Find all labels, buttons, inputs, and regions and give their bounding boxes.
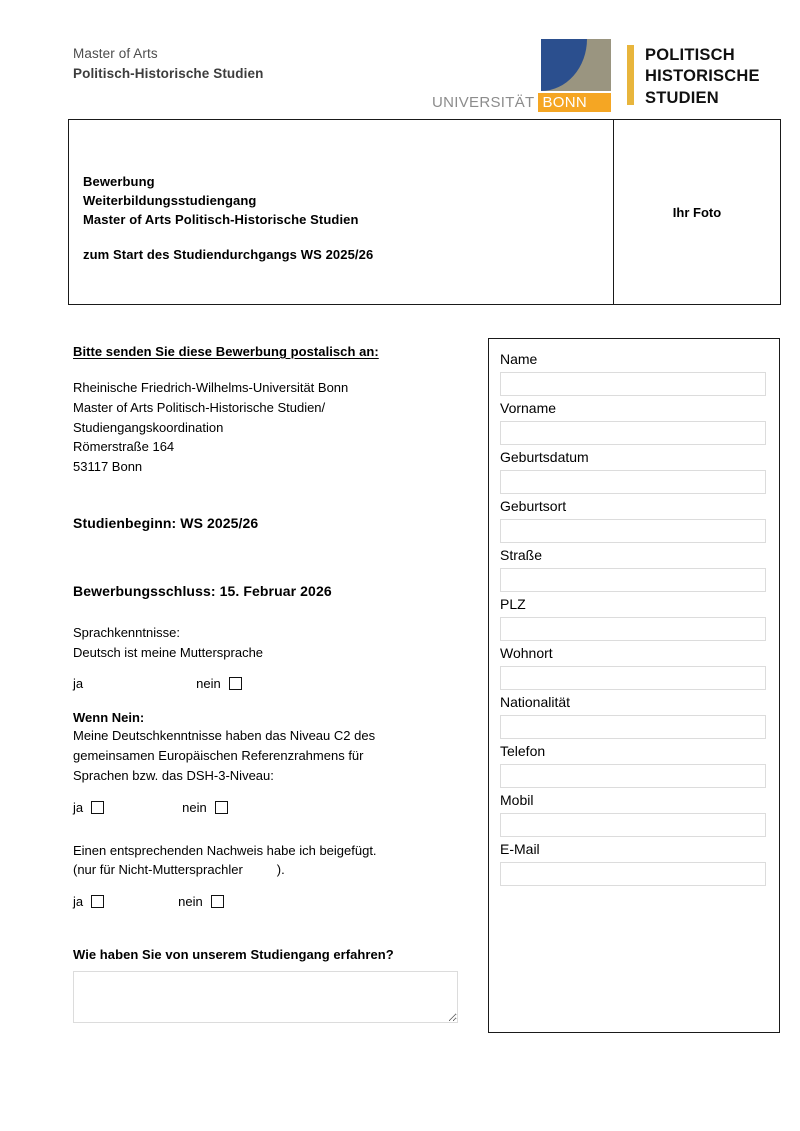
field-vorname-label: Vorname xyxy=(500,400,557,416)
language-skills-block xyxy=(73,623,468,663)
masthead-degree: Master of Arts xyxy=(73,46,158,61)
telefon-input[interactable] xyxy=(500,764,766,788)
address-line-5: 53117 Bonn xyxy=(73,459,143,474)
university-seal-icon xyxy=(541,39,611,91)
university-wordmark xyxy=(432,93,611,112)
postal-address xyxy=(73,378,468,477)
field-vorname xyxy=(500,398,766,445)
proof-yes-label: ja xyxy=(73,894,84,909)
proof-line-2-close: ). xyxy=(276,862,285,878)
if-no-body xyxy=(73,726,468,785)
phs-line-3: STUDIEN xyxy=(645,89,719,108)
wohnort-input[interactable] xyxy=(500,666,766,690)
application-title-text xyxy=(83,172,373,264)
c2-level-yes-option[interactable] xyxy=(73,800,104,815)
phs-logo xyxy=(627,45,760,112)
native-speaker-statement: Deutsch ist meine Muttersprache xyxy=(73,644,264,660)
mobil-input[interactable] xyxy=(500,813,766,837)
field-telefon-label: Telefon xyxy=(500,743,546,759)
proof-no-option[interactable] xyxy=(178,894,224,909)
field-geburtsdatum xyxy=(500,447,766,494)
plz-input[interactable] xyxy=(500,617,766,641)
field-email-label: E-Mail xyxy=(500,841,540,857)
university-bonn-logo xyxy=(432,39,611,112)
geburtsdatum-input[interactable] xyxy=(500,470,766,494)
title-line-2: Weiterbildungsstudiengang xyxy=(83,193,257,209)
photo-placeholder-label: Ihr Foto xyxy=(672,204,722,220)
application-deadline-line: Bewerbungsschluss: 15. Februar 2026 xyxy=(73,582,332,599)
title-spacer xyxy=(83,229,373,245)
proof-yes-option[interactable] xyxy=(73,894,104,909)
c2-level-no-label: nein xyxy=(182,799,207,815)
native-speaker-yes-checkbox[interactable] xyxy=(91,677,104,690)
logo-block xyxy=(432,40,760,112)
address-line-4: Römerstraße 164 xyxy=(73,439,175,455)
photo-placeholder-box[interactable] xyxy=(614,119,781,305)
native-speaker-no-option[interactable] xyxy=(196,676,242,691)
personal-data-panel xyxy=(488,338,780,1033)
city-word: BONN xyxy=(538,93,611,112)
if-no-line-1: Meine Deutschkenntnisse haben das Niveau C2 des xyxy=(73,728,376,744)
address-line-1: Rheinische Friedrich-Wilhelms-Universität Bonn xyxy=(73,380,349,395)
email-input[interactable] xyxy=(500,862,766,886)
how-heard-question: Wie haben Sie von unserem Studiengang erfahren? xyxy=(73,947,394,962)
gold-bar-accent xyxy=(627,45,634,105)
masthead xyxy=(73,44,263,83)
phs-line-2: HISTORISCHE xyxy=(645,67,760,86)
phs-line-1: POLITISCH xyxy=(645,45,735,64)
field-strasse-label: Straße xyxy=(500,547,543,563)
proof-line-2 xyxy=(73,860,468,880)
field-nationalitaet xyxy=(500,692,766,739)
c2-level-no-checkbox[interactable] xyxy=(215,801,228,814)
how-heard-input[interactable] xyxy=(73,971,458,1023)
proof-line-2-text: (nur für Nicht-Muttersprachler xyxy=(73,862,243,878)
strasse-input[interactable] xyxy=(500,568,766,592)
proof-attached-choice-row xyxy=(73,894,468,909)
application-title-box xyxy=(68,119,614,305)
field-geburtsort xyxy=(500,496,766,543)
title-line-4: zum Start des Studiendurchgangs WS 2025/26 xyxy=(83,247,374,263)
native-speaker-yes-option[interactable] xyxy=(73,676,104,691)
field-wohnort xyxy=(500,643,766,690)
field-name xyxy=(500,349,766,396)
if-no-section xyxy=(73,710,468,785)
if-no-line-2: gemeinsamen Europäischen Referenzrahmens für xyxy=(73,748,364,763)
geburtsort-input[interactable] xyxy=(500,519,766,543)
proof-yes-checkbox[interactable] xyxy=(91,895,104,908)
if-no-line-3: Sprachen bzw. das DSH-3-Niveau: xyxy=(73,767,274,783)
university-word: UNIVERSITÄT xyxy=(432,94,535,111)
title-line-3: Master of Arts Politisch-Historische Studien xyxy=(83,212,359,228)
c2-level-no-option[interactable] xyxy=(182,800,228,815)
native-speaker-no-label: nein xyxy=(196,676,221,692)
field-geburtsdatum-label: Geburtsdatum xyxy=(500,449,589,465)
field-wohnort-label: Wohnort xyxy=(500,645,553,661)
masthead-program: Politisch-Historische Studien xyxy=(73,65,264,81)
proof-attached-block xyxy=(73,841,468,881)
language-skills-heading: Sprachkenntnisse: xyxy=(73,624,180,640)
field-plz-label: PLZ xyxy=(500,596,526,612)
proof-no-checkbox[interactable] xyxy=(211,895,224,908)
address-line-2: Master of Arts Politisch-Historische Studien/ xyxy=(73,399,326,415)
address-line-3: Studiengangskoordination xyxy=(73,419,224,435)
nationalitaet-input[interactable] xyxy=(500,715,766,739)
field-geburtsort-label: Geburtsort xyxy=(500,498,567,514)
field-mobil-label: Mobil xyxy=(500,792,534,808)
native-speaker-yes-label: ja xyxy=(73,676,84,692)
field-nationalitaet-label: Nationalität xyxy=(500,694,571,710)
title-line-1: Bewerbung xyxy=(83,174,155,189)
study-start-line: Studienbeginn: WS 2025/26 xyxy=(73,514,259,531)
proof-line-1: Einen entsprechenden Nachweis habe ich beigefügt. xyxy=(73,842,377,858)
native-speaker-no-checkbox[interactable] xyxy=(229,677,242,690)
field-mobil xyxy=(500,790,766,837)
field-telefon xyxy=(500,741,766,788)
c2-level-choice-row xyxy=(73,800,468,815)
proof-no-label: nein xyxy=(178,894,203,909)
blue-wedge-shape xyxy=(541,39,587,91)
phs-wordmark xyxy=(645,45,760,110)
native-speaker-choice-row xyxy=(73,676,468,691)
vorname-input[interactable] xyxy=(500,421,766,445)
name-input[interactable] xyxy=(500,372,766,396)
c2-level-yes-label: ja xyxy=(73,799,84,815)
field-strasse xyxy=(500,545,766,592)
c2-level-yes-checkbox[interactable] xyxy=(91,801,104,814)
field-plz xyxy=(500,594,766,641)
postal-heading: Bitte senden Sie diese Bewerbung postalisch an: xyxy=(73,344,379,359)
field-email xyxy=(500,839,766,886)
title-photo-row xyxy=(68,119,781,305)
if-no-heading: Wenn Nein: xyxy=(73,710,145,726)
left-column xyxy=(73,344,468,1028)
field-name-label: Name xyxy=(500,351,538,367)
